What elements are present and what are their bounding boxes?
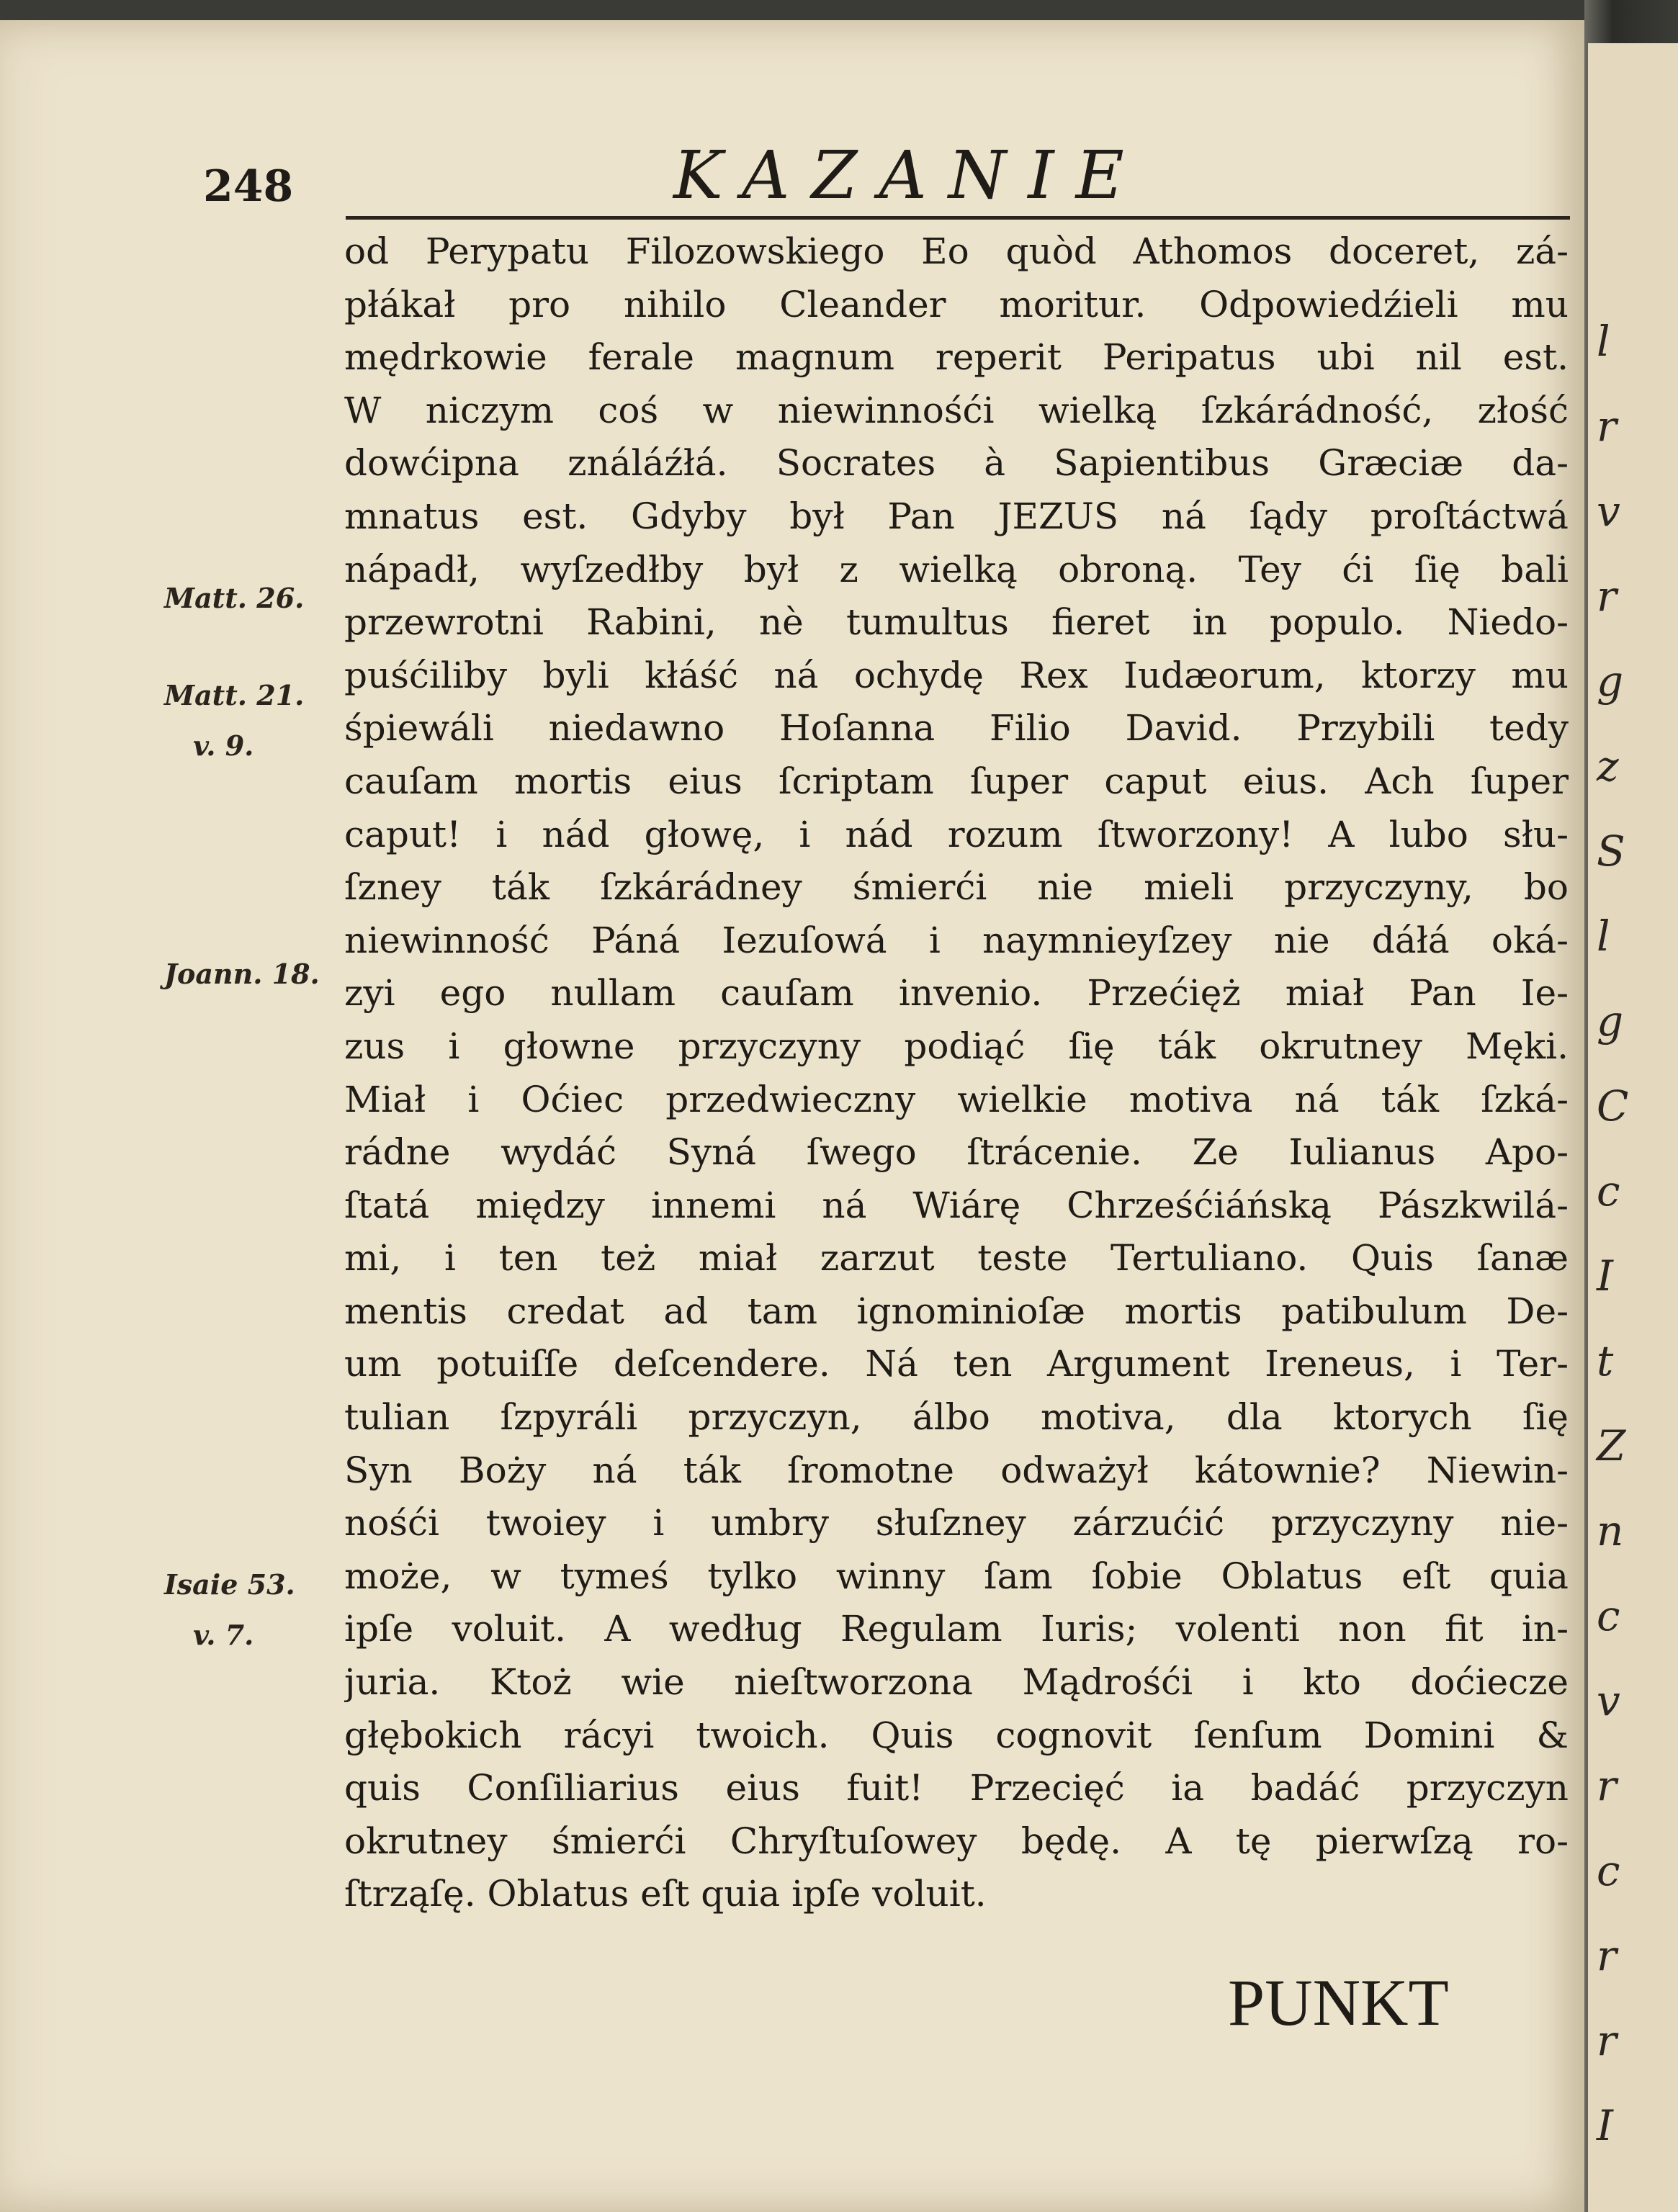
text-line: ipſe voluit. A według Regulam Iuris; volenti non fit in- [344,1608,1569,1650]
text-line: Miał i Oćiec przedwieczny wielkie motiva ná ták ſzká- [344,1078,1569,1120]
margin-note: Joann. 18. [164,958,320,990]
text-line: ſtatá między innemi ná Wiárę Chrześćiáńską Pászkwilá- [344,1184,1569,1226]
facing-page-letter: r [1597,402,1617,451]
catchword: PUNKT [1228,1966,1449,2039]
facing-page-letter: c [1597,1166,1620,1215]
text-line: W niczym coś w niewinnośći wielką ſzkárádność, złość [344,389,1569,431]
sermon-body-text [344,225,1569,1921]
facing-page-letter: c [1597,1591,1620,1640]
text-line: um potuiſſe deſcendere. Ná ten Argument Ireneus, i Ter- [344,1343,1569,1385]
text-line: ſzney ták ſzkárádney śmierći nie mieli przyczyny, bo [344,866,1569,909]
text-line: mnatus est. Gdyby był Pan JEZUS ná ſądy proſtáctwá [344,495,1569,537]
text-line: głębokich rácyi twoich. Quis cognovit ſenſum Domini & [344,1714,1569,1756]
facing-page-letter: I [1597,1251,1613,1300]
text-line: może, w tymeś tylko winny ſam ſobie Oblatus eſt quia [344,1555,1569,1597]
header-rule [346,216,1570,220]
text-line: puśćiliby byli kłáść ná ochydę Rex Iudæorum, ktorzy mu [344,654,1569,696]
facing-page-letter: I [1597,2101,1613,2150]
margin-note: Matt. 21. [164,679,305,711]
text-line: Syn Boży ná ták ſromotne odważył kátownie? Niewin- [344,1449,1569,1491]
text-line: cauſam mortis eius ſcriptam ſuper caput eius. Ach ſuper [344,760,1569,802]
text-line: quis Conſiliarius eius fuit! Przecięć ia badáć przyczyn [344,1767,1569,1809]
text-line: rádne wydáć Syná ſwego ſtrácenie. Ze Iulianus Apo- [344,1131,1569,1174]
facing-page-letter: n [1597,1506,1624,1555]
facing-page-letter: r [1597,572,1617,621]
text-line: zus i głowne przyczyny podiąć ſię ták okrutney Męki. [344,1025,1569,1067]
text-line: mentis credat ad tam ignominioſæ mortis patibulum De- [344,1290,1569,1332]
facing-page-letter: v [1597,487,1620,536]
facing-page-letter: Z [1597,1421,1626,1470]
text-line: tulian ſzpyráli przyczyn, álbo motiva, dla ktorych ſię [344,1396,1569,1439]
facing-page-letter: r [1597,1761,1617,1810]
text-line: śpiewáli niedawno Hoſanna Filio David. Przybili tedy [344,707,1569,750]
facing-page-letter: r [1597,2016,1617,2065]
facing-page-letter: v [1597,1676,1620,1725]
page-header [0,128,1584,214]
facing-page-letter: g [1597,997,1624,1046]
text-line: od Perypatu Filozowskiego Eo quòd Athomos doceret, zá- [344,230,1569,272]
facing-page-letter: g [1597,657,1624,706]
book-page [0,20,1584,2212]
text-line: caput! i nád głowę, i nád rozum ſtworzony! A lubo słu- [344,813,1569,855]
text-line: okrutney śmierći Chryſtuſowey będę. A tę pierwſzą ro- [344,1820,1569,1862]
facing-page-letter: t [1597,1336,1614,1385]
margin-note: v. 9. [193,729,254,762]
margin-note: v. 7. [193,1619,254,1651]
page-number: 248 [203,161,294,212]
facing-page-letter: C [1597,1082,1629,1130]
margin-note: Matt. 26. [164,582,305,614]
text-line: płákał pro nihilo Cleander moritur. Odpowiedźieli mu [344,283,1569,325]
text-line: przewrotni Rabini, nè tumultus fieret in populo. Niedo- [344,601,1569,644]
running-title: KAZANIE [673,137,1146,214]
facing-page-letter: c [1597,1846,1620,1895]
facing-page-letter: l [1597,317,1610,366]
facing-page-letter: S [1597,827,1625,876]
text-line: mi, i ten też miał zarzut teste Tertuliano. Quis ſanæ [344,1237,1569,1280]
text-line: zyi ego nullam cauſam invenio. Przećięż miał Pan Ie- [344,972,1569,1015]
text-line: nápadł, wyſzedłby był z wielką obroną. Tey ći ſię bali [344,548,1569,590]
text-line: niewinność Páná Iezuſowá i naymnieyſzey nie dáłá oká- [344,919,1569,961]
text-line: nośći twoiey i umbry słuſzney zárzućić przyczyny nie- [344,1502,1569,1545]
text-line: dowćipna ználáźłá. Socrates à Sapientibus Græciæ da- [344,442,1569,485]
facing-page-letter: r [1597,1931,1617,1980]
text-line: juria. Ktoż wie nieſtworzona Mądrośći i kto doćiecze [344,1661,1569,1704]
facing-page-letter: l [1597,912,1610,961]
facing-page-letter: z [1597,742,1619,791]
text-line: ſtrząſę. Oblatus eſt quia ipſe voluit. [344,1873,987,1915]
facing-page-edge [1588,43,1678,2212]
margin-note: Isaie 53. [164,1568,295,1601]
text-line: mędrkowie ferale magnum reperit Peripatus ubi nil est. [344,336,1569,379]
